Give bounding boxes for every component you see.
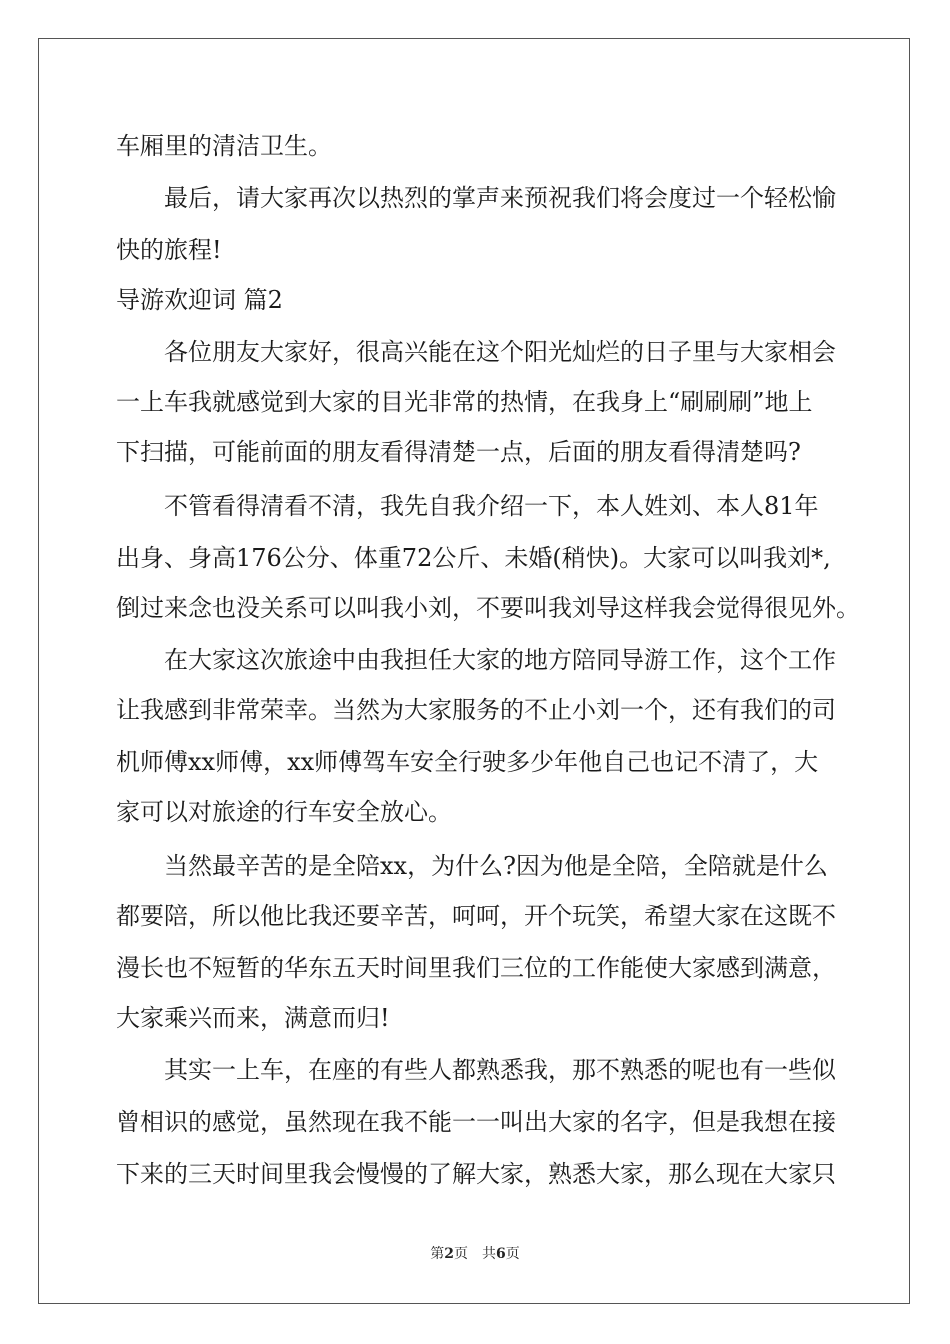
text-line: 让我感到非常荣幸。当然为大家服务的不止小刘一个，还有我们的司	[116, 696, 836, 724]
page-prefix: 第	[430, 1246, 445, 1262]
paragraph-line: 其实一上车，在座的有些人都熟悉我，那不熟悉的呢也有一些似	[164, 1056, 836, 1084]
text-line: 出身、身高176公分、体重72公斤、未婚(稍快)。大家可以叫我刘*,	[116, 544, 831, 572]
text-line: 下扫描，可能前面的朋友看得清楚一点，后面的朋友看得清楚吗?	[116, 438, 801, 466]
text-line: 车厢里的清洁卫生。	[116, 132, 332, 160]
text-line: 快的旅程!	[116, 236, 222, 264]
text-line: 机师傅xx师傅，xx师傅驾车安全行驶多少年他自己也记不清了，大	[116, 748, 819, 776]
paragraph-line: 在大家这次旅途中由我担任大家的地方陪同导游工作，这个工作	[164, 646, 836, 674]
paragraph-line: 各位朋友大家好，很高兴能在这个阳光灿烂的日子里与大家相会	[164, 338, 836, 366]
text-line: 漫长也不短暂的华东五天时间里我们三位的工作能使大家感到满意，	[116, 954, 836, 982]
text-line: 都要陪，所以他比我还要辛苦，呵呵，开个玩笑，希望大家在这既不	[116, 902, 836, 930]
paragraph-line: 当然最辛苦的是全陪xx，为什么?因为他是全陪，全陪就是什么	[164, 852, 828, 880]
page-mid: 页 共	[454, 1246, 496, 1262]
paragraph-line: 不管看得清看不清，我先自我介绍一下，本人姓刘、本人81年	[164, 492, 819, 520]
section-heading: 导游欢迎词 篇2	[116, 286, 283, 314]
page-footer	[0, 1244, 950, 1264]
text-line: 大家乘兴而来，满意而归!	[116, 1004, 390, 1032]
paragraph-line: 最后，请大家再次以热烈的掌声来预祝我们将会度过一个轻松愉	[164, 184, 836, 212]
page-current: 2	[444, 1246, 454, 1262]
text-line: 下来的三天时间里我会慢慢的了解大家，熟悉大家，那么现在大家只	[116, 1160, 836, 1188]
page-total: 6	[496, 1246, 506, 1262]
text-line: 曾相识的感觉，虽然现在我不能一一叫出大家的名字，但是我想在接	[116, 1108, 836, 1136]
page-suffix: 页	[505, 1246, 520, 1262]
text-line: 一上车我就感觉到大家的目光非常的热情，在我身上“刷刷刷”地上	[116, 388, 813, 416]
text-line: 倒过来念也没关系可以叫我小刘，不要叫我刘导这样我会觉得很见外。	[116, 594, 860, 622]
text-line: 家可以对旅途的行车安全放心。	[116, 798, 452, 826]
